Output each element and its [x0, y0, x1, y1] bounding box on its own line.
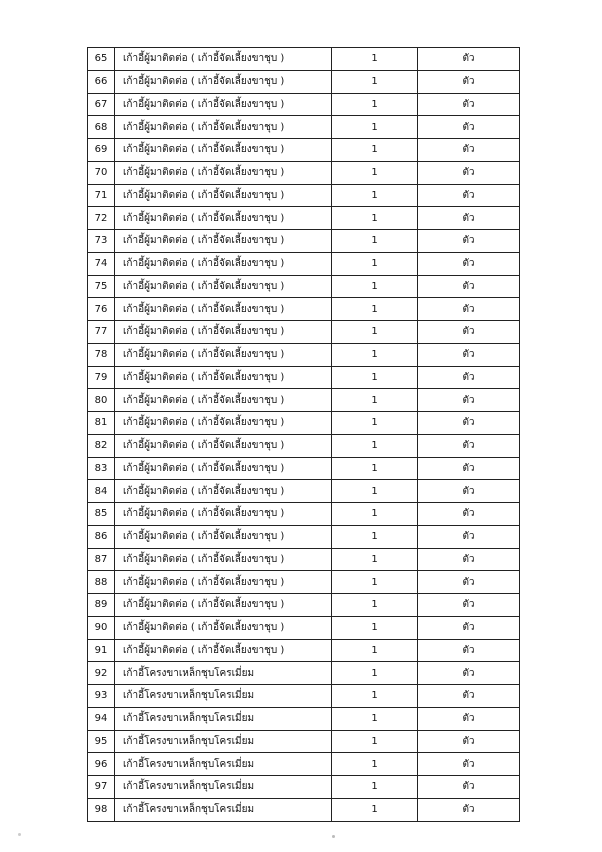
row-number-cell: 67 — [88, 93, 115, 116]
table-row — [88, 548, 520, 571]
quantity-cell: 1 — [332, 207, 418, 230]
quantity-cell: 1 — [332, 93, 418, 116]
table-row — [88, 93, 520, 116]
unit-cell: ตัว — [418, 389, 520, 412]
table-row — [88, 571, 520, 594]
row-number-cell: 88 — [88, 571, 115, 594]
unit-cell: ตัว — [418, 571, 520, 594]
item-name-cell: เก้าอี้ผู้มาติดต่อ ( เก้าอี้จัดเลี้ยงขาชุบ ) — [115, 321, 332, 344]
unit-cell: ตัว — [418, 434, 520, 457]
table-row — [88, 366, 520, 389]
unit-cell: ตัว — [418, 730, 520, 753]
unit-cell: ตัว — [418, 93, 520, 116]
item-name-cell: เก้าอี้ผู้มาติดต่อ ( เก้าอี้จัดเลี้ยงขาชุบ ) — [115, 343, 332, 366]
unit-cell: ตัว — [418, 275, 520, 298]
item-name-cell: เก้าอี้โครงขาเหล็กชุบโครเมี่ยม — [115, 707, 332, 730]
table-row — [88, 525, 520, 548]
quantity-cell: 1 — [332, 298, 418, 321]
row-number-cell: 69 — [88, 139, 115, 162]
table-row — [88, 275, 520, 298]
quantity-cell: 1 — [332, 161, 418, 184]
item-name-cell: เก้าอี้ผู้มาติดต่อ ( เก้าอี้จัดเลี้ยงขาชุบ ) — [115, 616, 332, 639]
table-row — [88, 252, 520, 275]
unit-cell: ตัว — [418, 685, 520, 708]
row-number-cell: 94 — [88, 707, 115, 730]
unit-cell: ตัว — [418, 161, 520, 184]
item-name-cell: เก้าอี้โครงขาเหล็กชุบโครเมี่ยม — [115, 730, 332, 753]
table-row — [88, 480, 520, 503]
item-name-cell: เก้าอี้ผู้มาติดต่อ ( เก้าอี้จัดเลี้ยงขาชุบ ) — [115, 548, 332, 571]
row-number-cell: 87 — [88, 548, 115, 571]
unit-cell: ตัว — [418, 207, 520, 230]
inventory-table — [87, 47, 520, 822]
table-row — [88, 707, 520, 730]
row-number-cell: 68 — [88, 116, 115, 139]
item-name-cell: เก้าอี้ผู้มาติดต่อ ( เก้าอี้จัดเลี้ยงขาชุบ ) — [115, 116, 332, 139]
unit-cell: ตัว — [418, 594, 520, 617]
table-row — [88, 434, 520, 457]
row-number-cell: 66 — [88, 70, 115, 93]
item-name-cell: เก้าอี้ผู้มาติดต่อ ( เก้าอี้จัดเลี้ยงขาชุบ ) — [115, 571, 332, 594]
quantity-cell: 1 — [332, 139, 418, 162]
quantity-cell: 1 — [332, 70, 418, 93]
table-row — [88, 161, 520, 184]
unit-cell: ตัว — [418, 48, 520, 71]
quantity-cell: 1 — [332, 503, 418, 526]
scan-speck — [332, 835, 335, 838]
row-number-cell: 90 — [88, 616, 115, 639]
unit-cell: ตัว — [418, 616, 520, 639]
inventory-table-body — [88, 48, 520, 822]
row-number-cell: 73 — [88, 230, 115, 253]
table-row — [88, 184, 520, 207]
table-row — [88, 798, 520, 821]
quantity-cell: 1 — [332, 753, 418, 776]
unit-cell: ตัว — [418, 798, 520, 821]
table-row — [88, 639, 520, 662]
quantity-cell: 1 — [332, 707, 418, 730]
row-number-cell: 79 — [88, 366, 115, 389]
quantity-cell: 1 — [332, 798, 418, 821]
table-row — [88, 616, 520, 639]
item-name-cell: เก้าอี้โครงขาเหล็กชุบโครเมี่ยม — [115, 662, 332, 685]
table-row — [88, 116, 520, 139]
item-name-cell: เก้าอี้ผู้มาติดต่อ ( เก้าอี้จัดเลี้ยงขาชุบ ) — [115, 389, 332, 412]
item-name-cell: เก้าอี้ผู้มาติดต่อ ( เก้าอี้จัดเลี้ยงขาชุบ ) — [115, 207, 332, 230]
unit-cell: ตัว — [418, 457, 520, 480]
table-row — [88, 48, 520, 71]
quantity-cell: 1 — [332, 480, 418, 503]
row-number-cell: 89 — [88, 594, 115, 617]
table-row — [88, 662, 520, 685]
inventory-table-container — [87, 47, 520, 822]
item-name-cell: เก้าอี้ผู้มาติดต่อ ( เก้าอี้จัดเลี้ยงขาชุบ ) — [115, 161, 332, 184]
row-number-cell: 91 — [88, 639, 115, 662]
quantity-cell: 1 — [332, 685, 418, 708]
item-name-cell: เก้าอี้ผู้มาติดต่อ ( เก้าอี้จัดเลี้ยงขาชุบ ) — [115, 594, 332, 617]
table-row — [88, 139, 520, 162]
unit-cell: ตัว — [418, 548, 520, 571]
item-name-cell: เก้าอี้โครงขาเหล็กชุบโครเมี่ยม — [115, 685, 332, 708]
table-row — [88, 230, 520, 253]
unit-cell: ตัว — [418, 298, 520, 321]
table-row — [88, 753, 520, 776]
table-row — [88, 343, 520, 366]
unit-cell: ตัว — [418, 366, 520, 389]
item-name-cell: เก้าอี้ผู้มาติดต่อ ( เก้าอี้จัดเลี้ยงขาชุบ ) — [115, 503, 332, 526]
item-name-cell: เก้าอี้ผู้มาติดต่อ ( เก้าอี้จัดเลี้ยงขาชุบ ) — [115, 230, 332, 253]
quantity-cell: 1 — [332, 252, 418, 275]
row-number-cell: 83 — [88, 457, 115, 480]
quantity-cell: 1 — [332, 434, 418, 457]
row-number-cell: 93 — [88, 685, 115, 708]
unit-cell: ตัว — [418, 480, 520, 503]
row-number-cell: 97 — [88, 776, 115, 799]
quantity-cell: 1 — [332, 662, 418, 685]
unit-cell: ตัว — [418, 662, 520, 685]
quantity-cell: 1 — [332, 594, 418, 617]
unit-cell: ตัว — [418, 707, 520, 730]
table-row — [88, 457, 520, 480]
row-number-cell: 92 — [88, 662, 115, 685]
quantity-cell: 1 — [332, 48, 418, 71]
item-name-cell: เก้าอี้โครงขาเหล็กชุบโครเมี่ยม — [115, 798, 332, 821]
unit-cell: ตัว — [418, 321, 520, 344]
row-number-cell: 82 — [88, 434, 115, 457]
unit-cell: ตัว — [418, 70, 520, 93]
item-name-cell: เก้าอี้ผู้มาติดต่อ ( เก้าอี้จัดเลี้ยงขาชุบ ) — [115, 139, 332, 162]
row-number-cell: 75 — [88, 275, 115, 298]
row-number-cell: 84 — [88, 480, 115, 503]
row-number-cell: 81 — [88, 412, 115, 435]
table-row — [88, 685, 520, 708]
unit-cell: ตัว — [418, 184, 520, 207]
item-name-cell: เก้าอี้ผู้มาติดต่อ ( เก้าอี้จัดเลี้ยงขาชุบ ) — [115, 639, 332, 662]
table-row — [88, 321, 520, 344]
row-number-cell: 76 — [88, 298, 115, 321]
quantity-cell: 1 — [332, 571, 418, 594]
row-number-cell: 96 — [88, 753, 115, 776]
table-row — [88, 730, 520, 753]
quantity-cell: 1 — [332, 321, 418, 344]
item-name-cell: เก้าอี้ผู้มาติดต่อ ( เก้าอี้จัดเลี้ยงขาชุบ ) — [115, 70, 332, 93]
item-name-cell: เก้าอี้ผู้มาติดต่อ ( เก้าอี้จัดเลี้ยงขาชุบ ) — [115, 93, 332, 116]
unit-cell: ตัว — [418, 116, 520, 139]
quantity-cell: 1 — [332, 730, 418, 753]
row-number-cell: 65 — [88, 48, 115, 71]
quantity-cell: 1 — [332, 776, 418, 799]
table-row — [88, 412, 520, 435]
unit-cell: ตัว — [418, 230, 520, 253]
item-name-cell: เก้าอี้ผู้มาติดต่อ ( เก้าอี้จัดเลี้ยงขาชุบ ) — [115, 434, 332, 457]
row-number-cell: 78 — [88, 343, 115, 366]
item-name-cell: เก้าอี้ผู้มาติดต่อ ( เก้าอี้จัดเลี้ยงขาชุบ ) — [115, 457, 332, 480]
item-name-cell: เก้าอี้ผู้มาติดต่อ ( เก้าอี้จัดเลี้ยงขาชุบ ) — [115, 252, 332, 275]
table-row — [88, 389, 520, 412]
item-name-cell: เก้าอี้ผู้มาติดต่อ ( เก้าอี้จัดเลี้ยงขาชุบ ) — [115, 298, 332, 321]
row-number-cell: 85 — [88, 503, 115, 526]
row-number-cell: 70 — [88, 161, 115, 184]
unit-cell: ตัว — [418, 412, 520, 435]
row-number-cell: 98 — [88, 798, 115, 821]
row-number-cell: 77 — [88, 321, 115, 344]
quantity-cell: 1 — [332, 412, 418, 435]
quantity-cell: 1 — [332, 525, 418, 548]
unit-cell: ตัว — [418, 776, 520, 799]
item-name-cell: เก้าอี้ผู้มาติดต่อ ( เก้าอี้จัดเลี้ยงขาชุบ ) — [115, 480, 332, 503]
row-number-cell: 74 — [88, 252, 115, 275]
table-row — [88, 594, 520, 617]
quantity-cell: 1 — [332, 548, 418, 571]
table-row — [88, 298, 520, 321]
table-row — [88, 776, 520, 799]
item-name-cell: เก้าอี้โครงขาเหล็กชุบโครเมี่ยม — [115, 776, 332, 799]
unit-cell: ตัว — [418, 753, 520, 776]
quantity-cell: 1 — [332, 639, 418, 662]
row-number-cell: 72 — [88, 207, 115, 230]
unit-cell: ตัว — [418, 252, 520, 275]
unit-cell: ตัว — [418, 525, 520, 548]
row-number-cell: 71 — [88, 184, 115, 207]
item-name-cell: เก้าอี้ผู้มาติดต่อ ( เก้าอี้จัดเลี้ยงขาชุบ ) — [115, 184, 332, 207]
unit-cell: ตัว — [418, 343, 520, 366]
item-name-cell: เก้าอี้ผู้มาติดต่อ ( เก้าอี้จัดเลี้ยงขาชุบ ) — [115, 412, 332, 435]
scan-speck — [18, 833, 21, 836]
table-row — [88, 207, 520, 230]
item-name-cell: เก้าอี้ผู้มาติดต่อ ( เก้าอี้จัดเลี้ยงขาชุบ ) — [115, 48, 332, 71]
row-number-cell: 80 — [88, 389, 115, 412]
table-row — [88, 503, 520, 526]
quantity-cell: 1 — [332, 230, 418, 253]
quantity-cell: 1 — [332, 389, 418, 412]
table-row — [88, 70, 520, 93]
quantity-cell: 1 — [332, 275, 418, 298]
item-name-cell: เก้าอี้โครงขาเหล็กชุบโครเมี่ยม — [115, 753, 332, 776]
quantity-cell: 1 — [332, 457, 418, 480]
item-name-cell: เก้าอี้ผู้มาติดต่อ ( เก้าอี้จัดเลี้ยงขาชุบ ) — [115, 275, 332, 298]
quantity-cell: 1 — [332, 366, 418, 389]
quantity-cell: 1 — [332, 116, 418, 139]
quantity-cell: 1 — [332, 616, 418, 639]
unit-cell: ตัว — [418, 503, 520, 526]
item-name-cell: เก้าอี้ผู้มาติดต่อ ( เก้าอี้จัดเลี้ยงขาชุบ ) — [115, 525, 332, 548]
quantity-cell: 1 — [332, 343, 418, 366]
item-name-cell: เก้าอี้ผู้มาติดต่อ ( เก้าอี้จัดเลี้ยงขาชุบ ) — [115, 366, 332, 389]
quantity-cell: 1 — [332, 184, 418, 207]
row-number-cell: 86 — [88, 525, 115, 548]
unit-cell: ตัว — [418, 639, 520, 662]
unit-cell: ตัว — [418, 139, 520, 162]
row-number-cell: 95 — [88, 730, 115, 753]
